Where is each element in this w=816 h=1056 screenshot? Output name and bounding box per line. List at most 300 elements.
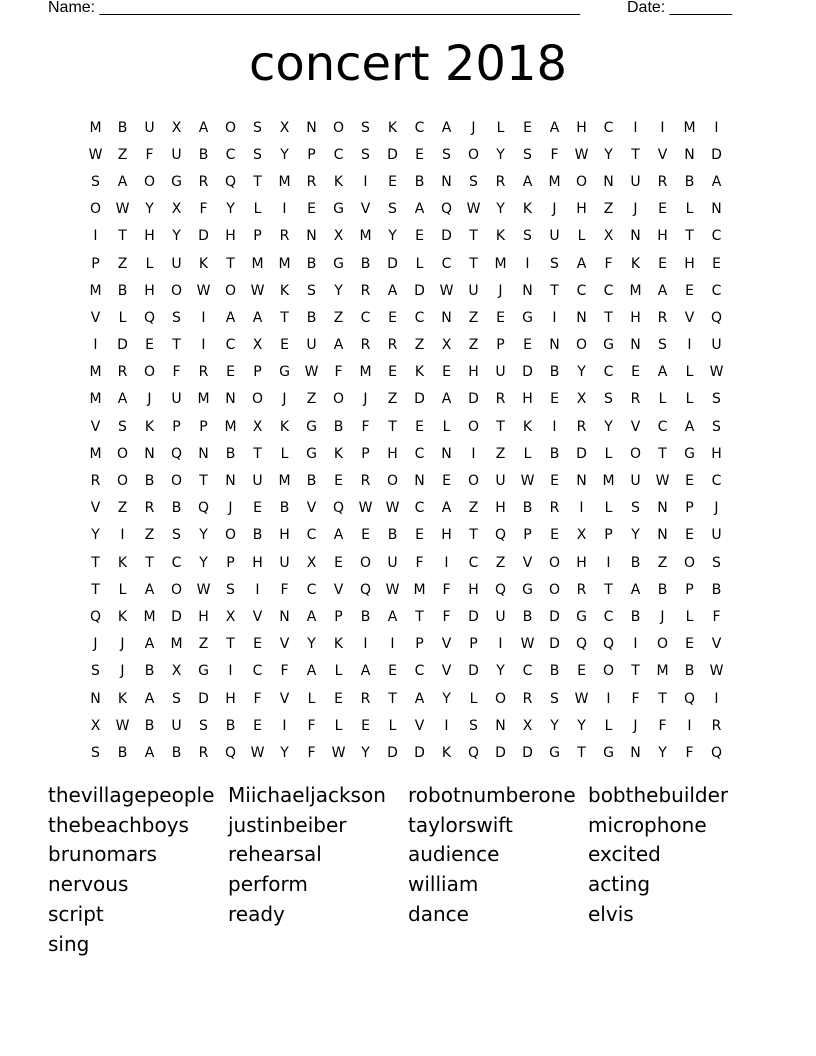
grid-letter[interactable]: F — [334, 364, 343, 381]
grid-letter[interactable]: W — [331, 744, 346, 761]
grid-letter[interactable]: I — [498, 636, 503, 653]
grid-letter[interactable]: U — [468, 282, 479, 299]
grid-letter[interactable]: Z — [387, 391, 398, 408]
grid-letter[interactable]: S — [550, 255, 559, 272]
grid-letter[interactable]: K — [441, 744, 452, 761]
grid-letter[interactable]: L — [685, 364, 694, 381]
grid-letter[interactable]: E — [334, 690, 343, 707]
grid-letter[interactable]: M — [143, 608, 156, 625]
grid-letter[interactable]: G — [171, 173, 182, 190]
grid-letter[interactable]: Q — [710, 744, 723, 761]
grid-letter[interactable]: H — [468, 364, 479, 381]
grid-letter[interactable]: F — [631, 690, 640, 707]
grid-letter[interactable]: X — [603, 228, 614, 245]
grid-letter[interactable]: C — [657, 418, 668, 435]
grid-letter[interactable]: K — [117, 554, 128, 571]
grid-letter[interactable]: O — [251, 391, 264, 408]
grid-letter[interactable]: Y — [577, 364, 586, 381]
grid-letter[interactable]: E — [415, 527, 424, 544]
grid-letter[interactable]: T — [253, 173, 262, 190]
grid-letter[interactable]: I — [714, 119, 719, 136]
grid-letter[interactable]: K — [279, 418, 290, 435]
grid-letter[interactable]: L — [442, 418, 451, 435]
grid-letter[interactable]: A — [144, 636, 155, 653]
grid-letter[interactable]: I — [282, 717, 287, 734]
grid-letter[interactable]: A — [441, 500, 452, 517]
grid-letter[interactable]: F — [712, 608, 721, 625]
grid-letter[interactable]: C — [441, 255, 452, 272]
grid-letter[interactable]: G — [522, 581, 533, 598]
grid-letter[interactable]: B — [117, 119, 128, 136]
grid-letter[interactable]: U — [495, 473, 506, 490]
grid-letter[interactable]: O — [386, 473, 399, 490]
grid-letter[interactable]: S — [253, 119, 262, 136]
grid-letter[interactable]: X — [252, 337, 263, 354]
grid-letter[interactable]: R — [495, 173, 506, 190]
grid-letter[interactable]: M — [278, 255, 291, 272]
grid-letter[interactable]: E — [685, 636, 694, 653]
grid-letter[interactable]: X — [171, 119, 182, 136]
grid-letter[interactable]: B — [549, 364, 560, 381]
grid-letter[interactable]: L — [307, 690, 316, 707]
grid-letter[interactable]: K — [279, 282, 290, 299]
grid-letter[interactable]: L — [253, 201, 262, 218]
grid-letter[interactable]: Q — [359, 581, 372, 598]
grid-letter[interactable]: I — [444, 717, 449, 734]
grid-letter[interactable]: M — [89, 391, 102, 408]
grid-letter[interactable]: D — [414, 744, 425, 761]
grid-letter[interactable]: B — [198, 146, 209, 163]
grid-letter[interactable]: T — [91, 581, 100, 598]
grid-letter[interactable]: X — [225, 608, 236, 625]
grid-letter[interactable]: V — [90, 500, 101, 517]
grid-letter[interactable]: K — [630, 255, 641, 272]
grid-letter[interactable]: N — [225, 391, 236, 408]
grid-letter[interactable]: S — [388, 201, 397, 218]
grid-letter[interactable]: E — [523, 119, 532, 136]
grid-letter[interactable]: O — [170, 473, 183, 490]
grid-letter[interactable]: N — [414, 473, 425, 490]
grid-letter[interactable]: Z — [657, 554, 668, 571]
grid-letter[interactable]: I — [579, 500, 584, 517]
grid-letter[interactable]: N — [279, 608, 290, 625]
grid-letter[interactable]: B — [117, 282, 128, 299]
grid-letter[interactable]: Q — [224, 744, 237, 761]
grid-letter[interactable]: N — [630, 228, 641, 245]
grid-letter[interactable]: W — [520, 473, 535, 490]
grid-letter[interactable]: M — [224, 418, 237, 435]
grid-letter[interactable]: R — [549, 500, 560, 517]
grid-letter[interactable]: F — [604, 255, 613, 272]
grid-letter[interactable]: Z — [117, 146, 128, 163]
grid-letter[interactable]: G — [306, 418, 317, 435]
grid-letter[interactable]: N — [576, 473, 587, 490]
grid-letter[interactable]: E — [280, 337, 289, 354]
grid-letter[interactable]: F — [442, 581, 451, 598]
grid-letter[interactable]: Y — [496, 201, 505, 218]
grid-letter[interactable]: B — [225, 717, 236, 734]
grid-letter[interactable]: E — [253, 717, 262, 734]
grid-letter[interactable]: E — [577, 663, 586, 680]
grid-letter[interactable]: L — [145, 255, 154, 272]
grid-letter[interactable]: Q — [602, 636, 615, 653]
grid-letter[interactable]: Z — [468, 309, 479, 326]
grid-letter[interactable]: D — [549, 636, 560, 653]
grid-letter[interactable]: D — [387, 146, 398, 163]
name-field-label[interactable]: Name: ______________________________________________________ — [48, 0, 581, 16]
grid-letter[interactable]: U — [495, 364, 506, 381]
grid-letter[interactable]: B — [306, 309, 317, 326]
grid-letter[interactable]: X — [441, 337, 452, 354]
grid-letter[interactable]: G — [306, 445, 317, 462]
grid-letter[interactable]: H — [711, 445, 722, 462]
grid-letter[interactable]: K — [117, 608, 128, 625]
grid-letter[interactable]: G — [603, 337, 614, 354]
grid-letter[interactable]: O — [143, 173, 156, 190]
grid-letter[interactable]: I — [606, 690, 611, 707]
grid-letter[interactable]: J — [228, 500, 233, 517]
grid-letter[interactable]: L — [469, 690, 478, 707]
grid-letter[interactable]: I — [255, 581, 260, 598]
grid-letter[interactable]: D — [468, 391, 479, 408]
grid-letter[interactable]: W — [520, 636, 535, 653]
grid-letter[interactable]: Y — [388, 228, 397, 245]
grid-letter[interactable]: C — [225, 146, 236, 163]
grid-letter[interactable]: S — [91, 744, 100, 761]
grid-letter[interactable]: W — [88, 146, 103, 163]
grid-letter[interactable]: A — [117, 391, 128, 408]
grid-letter[interactable]: U — [630, 473, 641, 490]
grid-letter[interactable]: Q — [197, 500, 210, 517]
grid-letter[interactable]: O — [224, 119, 237, 136]
grid-letter[interactable]: H — [144, 282, 155, 299]
grid-letter[interactable]: R — [144, 500, 155, 517]
grid-letter[interactable]: O — [575, 173, 588, 190]
grid-letter[interactable]: T — [631, 146, 640, 163]
grid-letter[interactable]: B — [360, 255, 371, 272]
grid-letter[interactable]: F — [253, 690, 262, 707]
grid-letter[interactable]: N — [495, 717, 506, 734]
grid-letter[interactable]: S — [361, 146, 370, 163]
grid-letter[interactable]: E — [712, 255, 721, 272]
grid-letter[interactable]: L — [334, 717, 343, 734]
grid-letter[interactable]: N — [225, 473, 236, 490]
grid-letter[interactable]: M — [494, 255, 507, 272]
grid-letter[interactable]: C — [252, 663, 263, 680]
grid-letter[interactable]: J — [282, 391, 287, 408]
grid-letter[interactable]: E — [442, 364, 451, 381]
grid-letter[interactable]: P — [226, 554, 235, 571]
date-field-label[interactable]: Date: _______ — [627, 0, 732, 16]
grid-letter[interactable]: Z — [333, 309, 344, 326]
grid-letter[interactable]: A — [441, 391, 452, 408]
grid-letter[interactable]: S — [172, 527, 181, 544]
grid-letter[interactable]: S — [226, 581, 235, 598]
grid-letter[interactable]: E — [685, 527, 694, 544]
grid-letter[interactable]: V — [90, 418, 101, 435]
grid-letter[interactable]: K — [117, 690, 128, 707]
grid-letter[interactable]: O — [116, 473, 129, 490]
grid-letter[interactable]: L — [334, 663, 343, 680]
grid-letter[interactable]: K — [387, 119, 398, 136]
grid-letter[interactable]: B — [711, 581, 722, 598]
grid-letter[interactable]: G — [549, 744, 560, 761]
grid-letter[interactable]: R — [711, 717, 722, 734]
grid-letter[interactable]: R — [657, 173, 668, 190]
grid-letter[interactable]: W — [196, 282, 211, 299]
grid-letter[interactable]: E — [415, 418, 424, 435]
grid-letter[interactable]: I — [390, 636, 395, 653]
grid-letter[interactable]: L — [118, 581, 127, 598]
grid-letter[interactable]: L — [118, 309, 127, 326]
grid-letter[interactable]: N — [603, 173, 614, 190]
grid-letter[interactable]: E — [415, 228, 424, 245]
grid-letter[interactable]: E — [334, 554, 343, 571]
grid-letter[interactable]: E — [685, 282, 694, 299]
grid-letter[interactable]: A — [630, 581, 641, 598]
grid-letter[interactable]: S — [91, 173, 100, 190]
grid-letter[interactable]: W — [466, 201, 481, 218]
grid-letter[interactable]: R — [198, 744, 209, 761]
grid-letter[interactable]: R — [630, 391, 641, 408]
grid-letter[interactable]: H — [225, 690, 236, 707]
grid-letter[interactable]: S — [442, 146, 451, 163]
grid-letter[interactable]: B — [414, 173, 425, 190]
grid-letter[interactable]: B — [549, 663, 560, 680]
grid-letter[interactable]: S — [469, 717, 478, 734]
grid-letter[interactable]: G — [576, 608, 587, 625]
grid-letter[interactable]: I — [93, 228, 98, 245]
grid-letter[interactable]: Z — [495, 445, 506, 462]
grid-letter[interactable]: W — [250, 744, 265, 761]
grid-letter[interactable]: X — [576, 527, 587, 544]
grid-letter[interactable]: Z — [495, 554, 506, 571]
grid-letter[interactable]: K — [495, 228, 506, 245]
grid-letter[interactable]: Y — [91, 527, 100, 544]
grid-letter[interactable]: P — [334, 608, 343, 625]
grid-letter[interactable]: N — [441, 445, 452, 462]
grid-letter[interactable]: Q — [710, 309, 723, 326]
grid-letter[interactable]: Q — [224, 173, 237, 190]
grid-letter[interactable]: A — [711, 173, 722, 190]
grid-letter[interactable]: C — [576, 282, 587, 299]
grid-letter[interactable]: Y — [442, 690, 451, 707]
grid-letter[interactable]: V — [252, 608, 263, 625]
grid-letter[interactable]: B — [144, 663, 155, 680]
grid-letter[interactable]: X — [171, 201, 182, 218]
grid-letter[interactable]: Z — [144, 527, 155, 544]
grid-letter[interactable]: X — [522, 717, 533, 734]
grid-letter[interactable]: U — [630, 173, 641, 190]
grid-letter[interactable]: Y — [199, 554, 208, 571]
grid-letter[interactable]: Q — [494, 581, 507, 598]
grid-letter[interactable]: Q — [467, 744, 480, 761]
grid-letter[interactable]: R — [198, 173, 209, 190]
grid-letter[interactable]: J — [120, 636, 125, 653]
grid-letter[interactable]: K — [333, 636, 344, 653]
grid-letter[interactable]: J — [363, 391, 368, 408]
grid-letter[interactable]: D — [468, 663, 479, 680]
grid-letter[interactable]: B — [171, 500, 182, 517]
grid-letter[interactable]: M — [359, 228, 372, 245]
grid-letter[interactable]: R — [576, 581, 587, 598]
grid-letter[interactable]: O — [575, 337, 588, 354]
grid-letter[interactable]: I — [525, 255, 530, 272]
grid-letter[interactable]: E — [658, 201, 667, 218]
grid-letter[interactable]: L — [388, 717, 397, 734]
grid-letter[interactable]: Z — [414, 337, 425, 354]
grid-letter[interactable]: N — [657, 527, 668, 544]
grid-letter[interactable]: R — [360, 337, 371, 354]
grid-letter[interactable]: U — [171, 391, 182, 408]
grid-letter[interactable]: D — [522, 744, 533, 761]
grid-letter[interactable]: I — [93, 337, 98, 354]
grid-letter[interactable]: E — [496, 309, 505, 326]
grid-letter[interactable]: Q — [575, 636, 588, 653]
grid-letter[interactable]: D — [522, 364, 533, 381]
grid-letter[interactable]: R — [360, 282, 371, 299]
grid-letter[interactable]: V — [441, 663, 452, 680]
grid-letter[interactable]: S — [172, 309, 181, 326]
grid-letter[interactable]: J — [147, 391, 152, 408]
grid-letter[interactable]: B — [144, 717, 155, 734]
grid-letter[interactable]: E — [550, 527, 559, 544]
grid-letter[interactable]: Y — [604, 146, 613, 163]
grid-letter[interactable]: M — [683, 119, 696, 136]
grid-letter[interactable]: W — [115, 201, 130, 218]
grid-letter[interactable]: C — [414, 119, 425, 136]
grid-letter[interactable]: M — [278, 173, 291, 190]
grid-letter[interactable]: P — [685, 500, 694, 517]
grid-letter[interactable]: Z — [468, 337, 479, 354]
grid-letter[interactable]: N — [441, 173, 452, 190]
grid-letter[interactable]: M — [89, 282, 102, 299]
grid-letter[interactable]: A — [576, 255, 587, 272]
grid-letter[interactable]: O — [602, 663, 615, 680]
grid-letter[interactable]: Y — [280, 744, 289, 761]
grid-letter[interactable]: S — [550, 690, 559, 707]
grid-letter[interactable]: A — [684, 418, 695, 435]
grid-letter[interactable]: I — [714, 690, 719, 707]
grid-letter[interactable]: I — [660, 119, 665, 136]
grid-letter[interactable]: N — [576, 309, 587, 326]
grid-letter[interactable]: G — [333, 255, 344, 272]
grid-letter[interactable]: V — [333, 581, 344, 598]
grid-letter[interactable]: O — [494, 690, 507, 707]
grid-letter[interactable]: N — [306, 228, 317, 245]
grid-letter[interactable]: T — [685, 228, 694, 245]
grid-letter[interactable]: R — [522, 690, 533, 707]
grid-letter[interactable]: G — [198, 663, 209, 680]
grid-letter[interactable]: M — [89, 445, 102, 462]
grid-letter[interactable]: Z — [198, 636, 209, 653]
grid-letter[interactable]: Z — [468, 500, 479, 517]
grid-letter[interactable]: D — [171, 608, 182, 625]
grid-letter[interactable]: B — [333, 418, 344, 435]
grid-letter[interactable]: P — [307, 146, 316, 163]
grid-letter[interactable]: E — [631, 364, 640, 381]
grid-letter[interactable]: A — [225, 309, 236, 326]
grid-letter[interactable]: Y — [496, 146, 505, 163]
grid-letter[interactable]: T — [496, 418, 505, 435]
grid-letter[interactable]: D — [576, 445, 587, 462]
grid-letter[interactable]: S — [712, 554, 721, 571]
grid-letter[interactable]: D — [387, 255, 398, 272]
grid-letter[interactable]: R — [279, 228, 290, 245]
grid-letter[interactable]: U — [252, 473, 263, 490]
grid-letter[interactable]: O — [656, 636, 669, 653]
grid-letter[interactable]: B — [630, 608, 641, 625]
grid-letter[interactable]: G — [603, 744, 614, 761]
grid-letter[interactable]: K — [198, 255, 209, 272]
grid-letter[interactable]: S — [658, 337, 667, 354]
grid-letter[interactable]: C — [414, 663, 425, 680]
grid-letter[interactable]: L — [685, 391, 694, 408]
grid-letter[interactable]: J — [120, 663, 125, 680]
grid-letter[interactable]: M — [170, 636, 183, 653]
grid-letter[interactable]: F — [658, 717, 667, 734]
grid-letter[interactable]: J — [633, 717, 638, 734]
grid-letter[interactable]: S — [712, 391, 721, 408]
grid-letter[interactable]: E — [523, 337, 532, 354]
grid-letter[interactable]: L — [658, 391, 667, 408]
grid-letter[interactable]: E — [361, 717, 370, 734]
grid-letter[interactable]: T — [280, 309, 289, 326]
grid-letter[interactable]: J — [660, 608, 665, 625]
grid-letter[interactable]: A — [333, 527, 344, 544]
grid-letter[interactable]: Y — [199, 527, 208, 544]
grid-letter[interactable]: T — [145, 554, 154, 571]
grid-letter[interactable]: F — [307, 744, 316, 761]
grid-letter[interactable]: I — [228, 663, 233, 680]
grid-letter[interactable]: O — [467, 418, 480, 435]
grid-letter[interactable]: X — [306, 554, 317, 571]
grid-letter[interactable]: R — [90, 473, 101, 490]
grid-letter[interactable]: P — [604, 527, 613, 544]
grid-letter[interactable]: F — [145, 146, 154, 163]
grid-letter[interactable]: U — [495, 608, 506, 625]
grid-letter[interactable]: W — [250, 282, 265, 299]
grid-letter[interactable]: U — [387, 554, 398, 571]
grid-letter[interactable]: X — [279, 119, 290, 136]
grid-letter[interactable]: E — [415, 146, 424, 163]
grid-letter[interactable]: U — [144, 119, 155, 136]
grid-letter[interactable]: D — [441, 228, 452, 245]
grid-letter[interactable]: O — [170, 282, 183, 299]
grid-letter[interactable]: L — [577, 228, 586, 245]
grid-letter[interactable]: V — [414, 717, 425, 734]
grid-letter[interactable]: S — [523, 228, 532, 245]
grid-letter[interactable]: C — [306, 581, 317, 598]
grid-letter[interactable]: N — [441, 309, 452, 326]
grid-letter[interactable]: Y — [226, 201, 235, 218]
grid-letter[interactable]: V — [630, 418, 641, 435]
grid-letter[interactable]: B — [522, 608, 533, 625]
grid-letter[interactable]: J — [471, 119, 476, 136]
grid-letter[interactable]: Z — [306, 391, 317, 408]
grid-letter[interactable]: B — [279, 500, 290, 517]
grid-letter[interactable]: R — [657, 309, 668, 326]
grid-letter[interactable]: Z — [117, 255, 128, 272]
grid-letter[interactable]: A — [414, 690, 425, 707]
grid-letter[interactable]: W — [574, 146, 589, 163]
grid-letter[interactable]: H — [441, 527, 452, 544]
grid-letter[interactable]: O — [629, 445, 642, 462]
grid-letter[interactable]: A — [306, 608, 317, 625]
grid-letter[interactable]: H — [684, 255, 695, 272]
grid-letter[interactable]: N — [630, 337, 641, 354]
grid-letter[interactable]: T — [415, 608, 424, 625]
